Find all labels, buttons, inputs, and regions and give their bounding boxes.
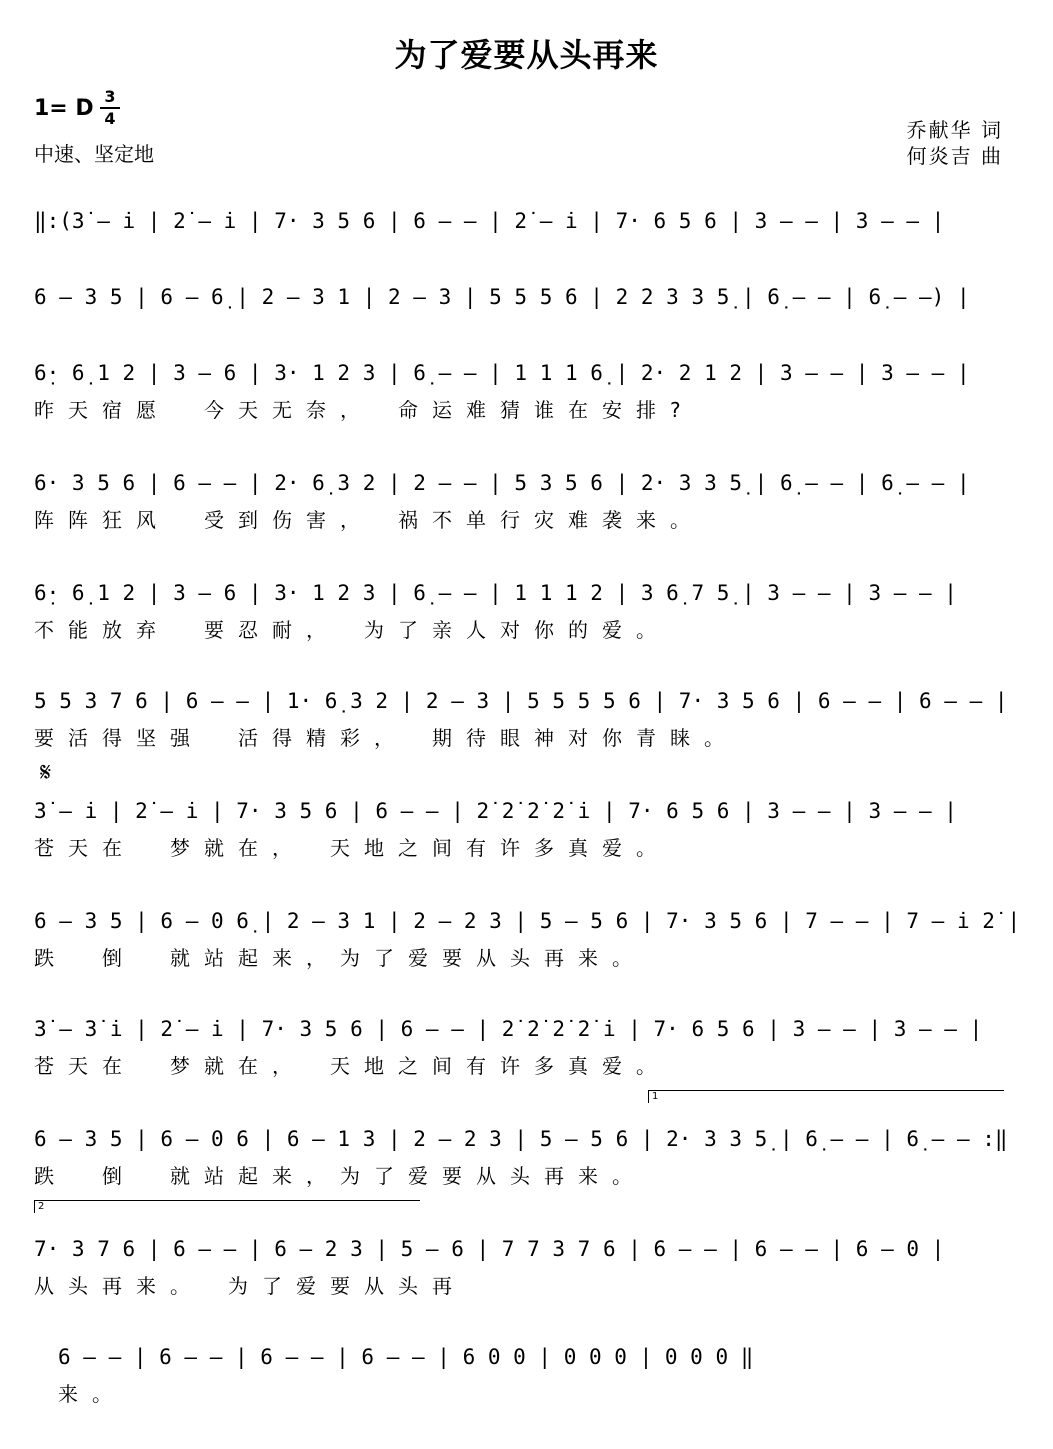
lyricist-credit: 乔献华 词 <box>906 118 1003 142</box>
lyrics-row: 从头再来。 为了爱要从头再 <box>34 1274 466 1298</box>
notation-row: 6 – 3 5 | 6 – 6̣ | 2 – 3 1 | 2 – 3 | 5 5 5 6 | 2 2 3 3 5̣ | 6̣ – – | 6̣ – –) | <box>34 285 970 309</box>
segno-sign: 𝄋 <box>40 758 52 788</box>
lyrics-row: 苍天在 梦就在， 天地之间有许多真爱。 <box>34 1054 670 1078</box>
notation-row: 6 – – | 6 – – | 6 – – | 6 – – | 6 0 0 | 0 0 0 | 0 0 0 ‖ <box>58 1345 754 1369</box>
notation-row: 6̣· 6̣ 1 2 | 3 – 6 | 3· 1 2 3 | 6̣ – – | 1 1 1 2 | 3 6̣ 7 5̣ | 3 – – | 3 – – | <box>34 581 957 605</box>
notation-row: 3̇ – 3̇ i̇ | 2̇ – i̇ | 7· 3 5 6 | 6 – – | 2̇ 2̇ 2̇ 2̇ i̇ | 7· 6 5 6 | 3 – – | 3 – – | <box>34 1017 983 1041</box>
notation-row: 7· 3 7 6 | 6 – – | 6 – 2 3 | 5 – 6 | 7 7 3 7 6 | 6 – – | 6 – – | 6 – 0 | <box>34 1237 945 1261</box>
notation-row: 5 5 3 7 6 | 6 – – | 1· 6̣ 3 2 | 2 – 3 | 5 5 5 5 6 | 7· 3 5 6 | 6 – – | 6 – – | <box>34 689 1008 713</box>
time-signature <box>100 88 120 128</box>
lyrics-row: 来。 <box>58 1382 126 1406</box>
lyrics-row: 跌 倒 就站起来，为了爱要从头再来。 <box>34 1164 646 1188</box>
key-signature: 1= D <box>34 96 94 121</box>
composer-credit: 何炎吉 曲 <box>906 144 1003 168</box>
lyrics-row: 要活得坚强 活得精彩， 期待眼神对你青睐。 <box>34 726 738 750</box>
tempo-marking: 中速、坚定地 <box>34 142 154 166</box>
notation-row: 3̇ – i̇ | 2̇ – i̇ | 7· 3 5 6 | 6 – – | 2̇ 2̇ 2̇ 2̇ i̇ | 7· 6 5 6 | 3 – – | 3 – – | <box>34 799 957 823</box>
second-ending-bracket: 2 <box>34 1200 420 1213</box>
lyrics-row: 阵阵狂风 受到伤害， 祸不单行灾难袭来。 <box>34 508 704 532</box>
notation-row: 6̣· 6̣ 1 2 | 3 – 6 | 3· 1 2 3 | 6̣ – – | 1 1 1 6̣ | 2· 2 1 2 | 3 – – | 3 – – | <box>34 361 970 385</box>
notation-row: 6 – 3 5 | 6 – 0 6̣ | 2 – 3 1 | 2 – 2 3 | 5 – 5 6 | 7· 3 5 6 | 7 – – | 7 – i̇ 2̇ | <box>34 909 1021 933</box>
notation-row: ‖:(3̇ – i̇ | 2̇ – i̇ | 7· 3 5 6 | 6 – – | 2̇ – i̇ | 7· 6 5 6 | 3 – – | 3 – – | <box>34 209 945 233</box>
lyrics-row: 苍天在 梦就在， 天地之间有许多真爱。 <box>34 836 670 860</box>
song-title: 为了爱要从头再来 <box>394 36 659 74</box>
time-signature-bottom: 4 <box>104 109 116 128</box>
lyrics-row: 跌 倒 就站起来，为了爱要从头再来。 <box>34 946 646 970</box>
notation-row: 6· 3 5 6 | 6 – – | 2· 6̣ 3 2 | 2 – – | 5 3 5 6 | 2· 3 3 5̣ | 6̣ – – | 6̣ – – | <box>34 471 970 495</box>
first-ending-bracket: 1 <box>648 1090 1004 1103</box>
time-signature-top: 3 <box>104 87 116 106</box>
lyrics-row: 昨天宿愿 今天无奈， 命运难猜谁在安排? <box>34 398 695 422</box>
notation-row: 6 – 3 5 | 6 – 0 6 | 6 – 1 3 | 2 – 2 3 | 5 – 5 6 | 2· 3 3 5̣ | 6̣ – – | 6̣ – – :‖ <box>34 1127 1008 1151</box>
lyrics-row: 不能放弃 要忍耐， 为了亲人对你的爱。 <box>34 618 670 642</box>
